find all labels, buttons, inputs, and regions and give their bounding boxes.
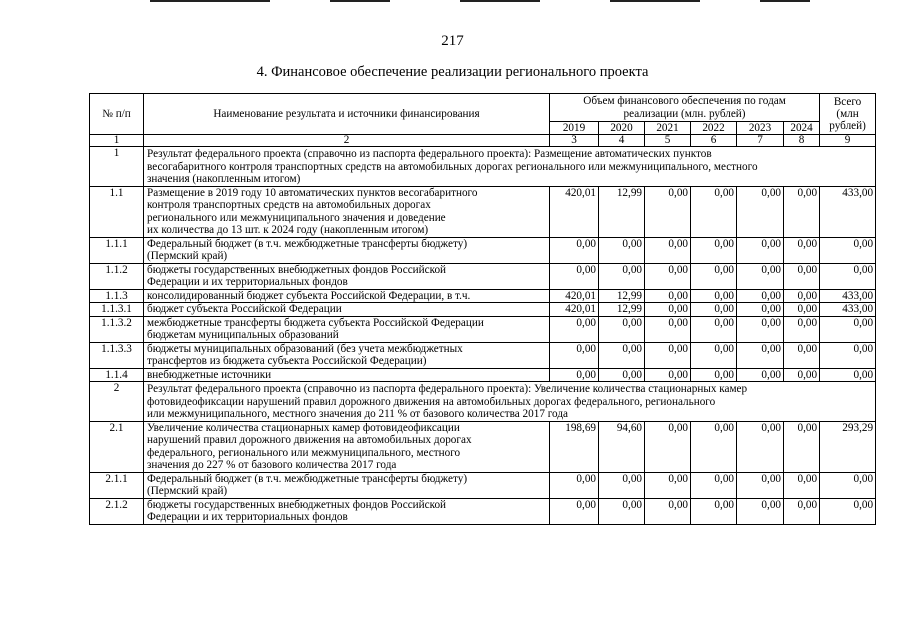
year-value-cell: 0,00	[599, 263, 645, 289]
year-value-cell: 0,00	[691, 421, 737, 472]
year-value-cell: 0,00	[550, 368, 599, 382]
year-value-cell: 0,00	[599, 316, 645, 342]
year-header: 2020	[599, 122, 645, 135]
year-value-cell: 0,00	[691, 303, 737, 317]
year-value-cell: 0,00	[784, 289, 820, 303]
year-value-cell: 0,00	[691, 316, 737, 342]
column-number: 3	[550, 135, 599, 147]
year-value-cell: 0,00	[691, 186, 737, 237]
row-number: 1.1.4	[90, 368, 144, 382]
row-number: 2	[90, 382, 144, 422]
year-value-cell: 0,00	[550, 237, 599, 263]
year-value-cell: 0,00	[645, 498, 691, 524]
financing-table	[89, 93, 876, 525]
year-value-cell: 0,00	[737, 368, 784, 382]
text-line: бюджеты муниципальных образований (без учета межбюджетных	[147, 342, 463, 355]
section-title	[144, 147, 876, 187]
total-value-cell: 293,29	[820, 421, 876, 472]
section-title	[144, 382, 876, 422]
header-total	[820, 94, 876, 135]
year-value-cell: 420,01	[550, 289, 599, 303]
year-value-cell: 0,00	[784, 368, 820, 382]
row-name	[144, 303, 550, 317]
year-value-cell: 0,00	[737, 289, 784, 303]
row-number: 1.1.3.2	[90, 316, 144, 342]
column-number: 9	[820, 135, 876, 147]
year-value-cell: 0,00	[737, 303, 784, 317]
text-line: Федерации и их территориальных фондов	[147, 511, 348, 523]
year-value-cell: 0,00	[550, 263, 599, 289]
table-row	[90, 289, 876, 303]
year-value-cell: 0,00	[737, 421, 784, 472]
row-number: 2.1.1	[90, 472, 144, 498]
text-line: бюджет субъекта Российской Федерации	[147, 303, 342, 315]
header-volume-line1: Объем финансового обеспечения по годам	[583, 95, 786, 107]
year-value-cell: 0,00	[784, 186, 820, 237]
text-line: бюджеты государственных внебюджетных фондов Российской	[147, 263, 447, 276]
year-value-cell: 0,00	[691, 237, 737, 263]
column-number: 6	[691, 135, 737, 147]
year-value-cell: 94,60	[599, 421, 645, 472]
text-line: Федеральный бюджет (в т.ч. межбюджетные трансферты бюджету)	[147, 472, 468, 485]
text-line: Размещение в 2019 году 10 автоматических пунктов весогабаритного	[147, 186, 478, 199]
row-number: 1.1.2	[90, 263, 144, 289]
text-line: Результат федерального проекта (справочно из паспорта федерального проекта): Размещение автоматических пунктов	[147, 148, 712, 160]
year-value-cell: 0,00	[737, 237, 784, 263]
row-name	[144, 472, 550, 498]
year-value-cell: 0,00	[691, 342, 737, 368]
column-number-row	[90, 135, 876, 147]
year-value-cell: 0,00	[691, 263, 737, 289]
year-value-cell: 0,00	[645, 472, 691, 498]
header-volume	[550, 94, 820, 122]
table-header-row	[90, 94, 876, 122]
table-row	[90, 303, 876, 317]
year-header: 2021	[645, 122, 691, 135]
table-row	[90, 368, 876, 382]
text-line: Увеличение количества стационарных камер фотовидеофиксации	[147, 421, 460, 434]
total-value-cell: 0,00	[820, 263, 876, 289]
text-line: фотовидеофиксации нарушений правил дорожного движения на автомобильных дорогах федерального, регионального	[147, 395, 716, 408]
year-value-cell: 12,99	[599, 303, 645, 317]
year-value-cell: 420,01	[550, 186, 599, 237]
column-number: 2	[144, 135, 550, 147]
year-value-cell: 0,00	[784, 342, 820, 368]
column-number: 7	[737, 135, 784, 147]
header-total-line1: Всего	[833, 96, 862, 108]
year-value-cell: 0,00	[691, 498, 737, 524]
header-total-line2: (млн	[836, 108, 859, 120]
row-number: 1.1.3.1	[90, 303, 144, 317]
row-number: 1.1.3	[90, 289, 144, 303]
year-value-cell: 0,00	[645, 303, 691, 317]
table-row	[90, 472, 876, 498]
year-value-cell: 0,00	[645, 342, 691, 368]
year-value-cell: 0,00	[784, 303, 820, 317]
year-value-cell: 0,00	[645, 316, 691, 342]
column-number: 8	[784, 135, 820, 147]
year-value-cell: 0,00	[645, 237, 691, 263]
section-row	[90, 147, 876, 187]
year-value-cell: 0,00	[691, 289, 737, 303]
year-value-cell: 0,00	[645, 289, 691, 303]
year-value-cell: 0,00	[599, 472, 645, 498]
text-line: Федеральный бюджет (в т.ч. межбюджетные трансферты бюджету)	[147, 237, 468, 250]
year-value-cell: 0,00	[691, 368, 737, 382]
year-value-cell: 12,99	[599, 186, 645, 237]
row-name	[144, 237, 550, 263]
year-value-cell: 420,01	[550, 303, 599, 317]
year-value-cell: 0,00	[784, 263, 820, 289]
year-value-cell: 0,00	[784, 498, 820, 524]
text-line: регионального или межмуниципального значения и доведение	[147, 211, 446, 224]
year-value-cell: 0,00	[737, 186, 784, 237]
year-value-cell: 0,00	[784, 316, 820, 342]
row-name	[144, 342, 550, 368]
text-line: контроля транспортных средств на автомобильных дорогах	[147, 199, 431, 211]
year-value-cell: 0,00	[737, 263, 784, 289]
year-value-cell: 0,00	[737, 498, 784, 524]
year-header: 2022	[691, 122, 737, 135]
text-line: внебюджетные источники	[147, 368, 272, 381]
row-name	[144, 263, 550, 289]
header-volume-line2: реализации (млн. рублей)	[623, 107, 746, 120]
table-body	[90, 147, 876, 525]
year-header: 2024	[784, 122, 820, 135]
header-name: Наименование результата и источники финансирования	[144, 94, 550, 135]
total-value-cell: 0,00	[820, 368, 876, 382]
total-value-cell: 433,00	[820, 289, 876, 303]
year-value-cell: 0,00	[784, 237, 820, 263]
text-line: их количества до 13 шт. к 2024 году (накопленным итогом)	[147, 224, 429, 236]
year-value-cell: 0,00	[784, 472, 820, 498]
text-line: нарушений правил дорожного движения на автомобильных дорогах	[147, 434, 472, 446]
row-number: 2.1	[90, 421, 144, 472]
page-title: 4. Финансовое обеспечение реализации регионального проекта	[256, 64, 649, 80]
table-row	[90, 237, 876, 263]
total-value-cell: 0,00	[820, 498, 876, 524]
scan-top-edge	[0, 0, 905, 6]
row-name	[144, 498, 550, 524]
table-row	[90, 186, 876, 237]
text-line: трансфертов из бюджета субъекта Российской Федерации)	[147, 355, 427, 367]
year-value-cell: 0,00	[737, 472, 784, 498]
text-line: или межмуниципального, местного значения до 211 % от базового количества 2017 года	[147, 408, 568, 420]
row-name	[144, 316, 550, 342]
text-line: (Пермский край)	[147, 250, 228, 262]
year-value-cell: 12,99	[599, 289, 645, 303]
text-line: (Пермский край)	[147, 485, 228, 497]
year-value-cell: 198,69	[550, 421, 599, 472]
year-value-cell: 0,00	[599, 368, 645, 382]
total-value-cell: 0,00	[820, 472, 876, 498]
year-value-cell: 0,00	[550, 498, 599, 524]
row-name	[144, 186, 550, 237]
total-value-cell: 433,00	[820, 303, 876, 317]
year-value-cell: 0,00	[599, 498, 645, 524]
text-line: Федерации и их территориальных фондов	[147, 276, 348, 288]
text-line: значения (накопленным итогом)	[147, 173, 301, 185]
year-value-cell: 0,00	[550, 342, 599, 368]
page-number: 217	[441, 33, 464, 49]
table-row	[90, 342, 876, 368]
table-row	[90, 498, 876, 524]
row-number: 2.1.2	[90, 498, 144, 524]
year-value-cell: 0,00	[737, 316, 784, 342]
row-number: 1	[90, 147, 144, 187]
table-row	[90, 421, 876, 472]
year-header: 2023	[737, 122, 784, 135]
table-row	[90, 316, 876, 342]
year-value-cell: 0,00	[784, 421, 820, 472]
text-line: консолидированный бюджет субъекта Российской Федерации, в т.ч.	[147, 289, 471, 302]
year-value-cell: 0,00	[645, 186, 691, 237]
row-name	[144, 289, 550, 303]
section-row	[90, 382, 876, 422]
text-line: весогабаритного контроля транспортных средств на автомобильных дорогах регионального или межмуниципального, местного	[147, 160, 758, 173]
header-total-line3: рублей)	[829, 120, 866, 132]
text-line: бюджеты государственных внебюджетных фондов Российской	[147, 498, 447, 511]
row-number: 1.1.3.3	[90, 342, 144, 368]
year-header: 2019	[550, 122, 599, 135]
column-number: 1	[90, 135, 144, 147]
text-line: межбюджетные трансферты бюджета субъекта Российской Федерации	[147, 316, 484, 329]
year-value-cell: 0,00	[599, 237, 645, 263]
total-value-cell: 0,00	[820, 342, 876, 368]
year-value-cell: 0,00	[599, 342, 645, 368]
table-row	[90, 263, 876, 289]
text-line: Результат федерального проекта (справочно из паспорта федерального проекта): Увеличение количества стационарных камер	[147, 383, 748, 395]
year-value-cell: 0,00	[645, 421, 691, 472]
text-line: значения до 227 % от базового количества 2017 года	[147, 459, 397, 471]
text-line: бюджетам муниципальных образований	[147, 329, 339, 341]
text-line: федерального, регионального или межмуниципального, местного	[147, 446, 461, 459]
year-value-cell: 0,00	[550, 472, 599, 498]
row-name	[144, 368, 550, 382]
row-number: 1.1	[90, 186, 144, 237]
year-value-cell: 0,00	[645, 263, 691, 289]
total-value-cell: 0,00	[820, 316, 876, 342]
row-number: 1.1.1	[90, 237, 144, 263]
column-number: 4	[599, 135, 645, 147]
year-value-cell: 0,00	[550, 316, 599, 342]
total-value-cell: 433,00	[820, 186, 876, 237]
year-value-cell: 0,00	[691, 472, 737, 498]
year-value-cell: 0,00	[737, 342, 784, 368]
header-num: № п/п	[90, 94, 144, 135]
row-name	[144, 421, 550, 472]
column-number: 5	[645, 135, 691, 147]
total-value-cell: 0,00	[820, 237, 876, 263]
year-value-cell: 0,00	[645, 368, 691, 382]
